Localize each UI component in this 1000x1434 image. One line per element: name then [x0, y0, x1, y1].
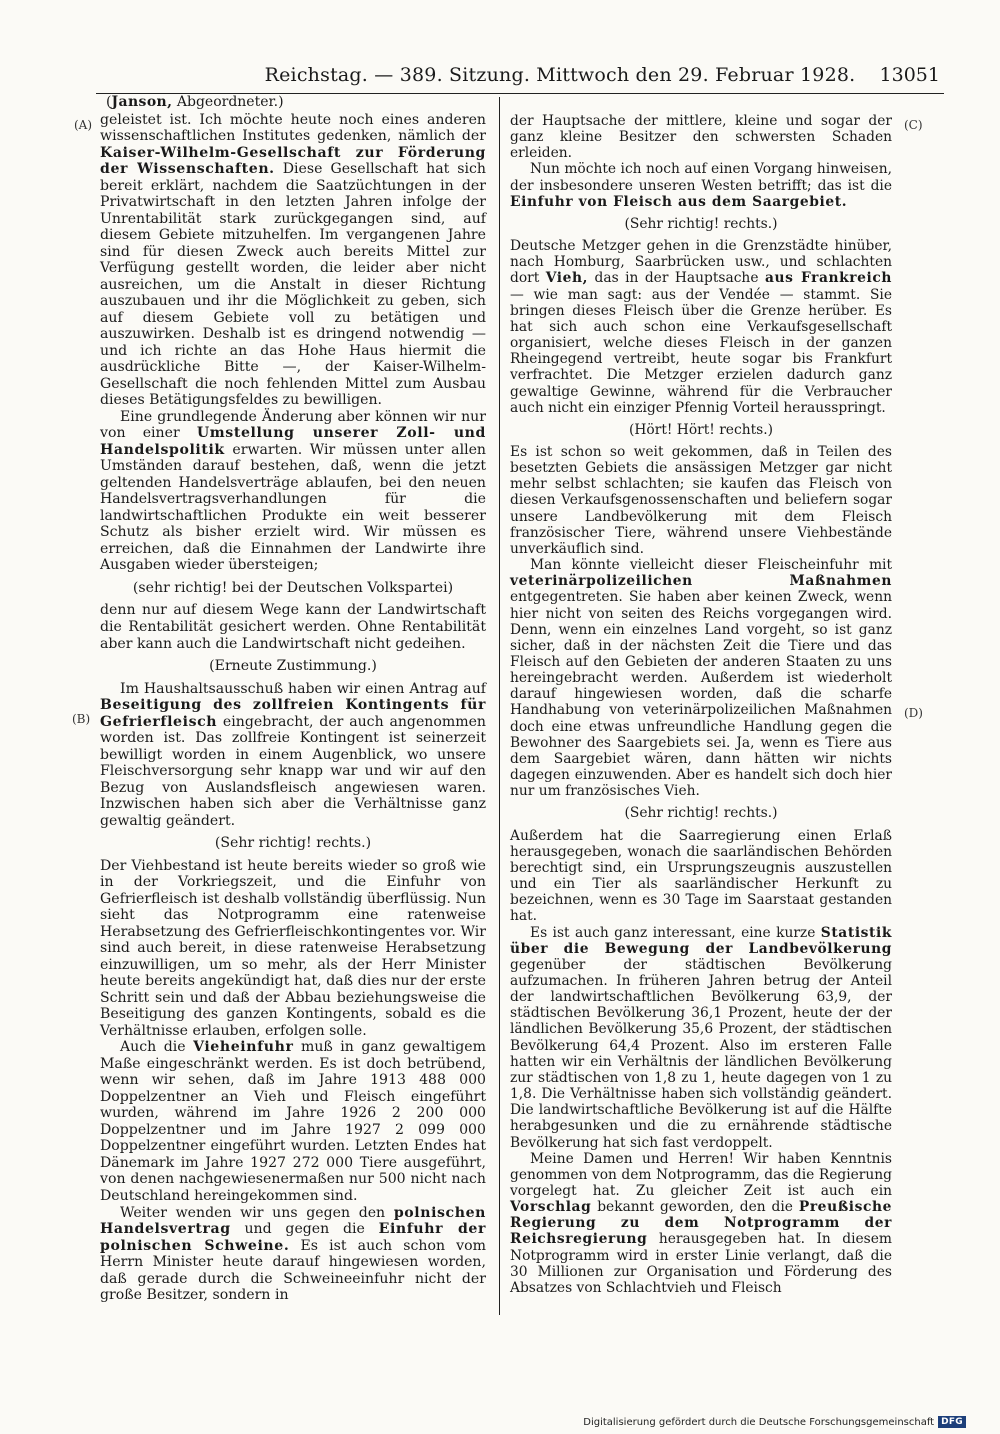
margin-marker-a: (A) [74, 118, 93, 132]
footer-credit [583, 1416, 966, 1428]
paragraph: Außerdem hat die Saarregierung einen Erlaß herausgegeben, wonach die saarländischen Behörden berechtigt sind, ein Ursprungszeugnis auszustellen und ein Tier als saarländischer Herkunft zu bezeichnen, wenn es 30 Tage im Saarstaat gestanden hat. [510, 827, 892, 925]
paragraph: Im Haushaltsausschuß haben wir einen Antrag auf Beseitigung des zollfreien Kontingents für Gefrierfleisch eingebracht, der auch angenommen worden ist. Das zollfreie Kontingent ist seinerzeit bewilligt worden in einem Augenblick, wo unsere Fleischversorgung sehr knapp war und wir auf den Bezug von Auslandsfleisch angewiesen waren. Inzwischen haben sich aber die Verhältnisse ganz gewaltig geändert. [100, 680, 486, 829]
margin-marker-c: (C) [904, 118, 923, 132]
paragraph: Eine grundlegende Änderung aber können wir nur von einer Umstellung unserer Zoll- und Handelspolitik erwarten. Wir müssen unter allen Umständen darauf bestehen, daß, wenn die jetzt geltenden Handelsverträge ablaufen, bei den neuen Handelsvertragsverhandlungen für die landwirtschaftlichen Produkte ein weit besserer Schutz als bisher erzielt wird. Wir müssen es erreichen, daß die Einnahmen der Landwirte ihre Ausgaben wieder übersteigen; [100, 408, 486, 574]
header-title: Reichstag. — 389. Sitzung. Mittwoch den 29. Februar 1928. [264, 64, 856, 86]
speaker-role: Abgeordneter.) [176, 94, 284, 110]
interjection: (sehr richtig! bei der Deutschen Volkspartei) [132, 579, 454, 596]
left-column [100, 94, 486, 1304]
interjection: (Sehr richtig! rechts.) [624, 805, 778, 822]
page-number: 13051 [879, 64, 940, 86]
paragraph: Deutsche Metzger gehen in die Grenzstädte hinüber, nach Homburg, Saarbrücken usw., und schlachten dort Vieh, das in der Hauptsache aus Frankreich — wie man sagt: aus der Vendée — stammt. Sie bringen dieses Fleisch über die Grenze herüber. Es hat sich auch schon eine Verkaufsgesellschaft organisiert, welche dieses Fleisch in der ganzen Rheingegend vertreibt, heute sogar bis Frankfurt verfrachtet. Die Metzger erzielen dadurch ganz gewaltige Gewinne, während für die Verbraucher auch nicht ein einziger Pfennig Vorteil herausspringt. [510, 238, 893, 416]
footer-text: Digitalisierung gefördert durch die Deutsche Forschungsgemeinschaft [583, 1416, 935, 1428]
paragraph: Weiter wenden wir uns gegen den polnischen Handelsvertrag und gegen die Einfuhr der polnischen Schweine. Es ist auch schon vom Herrn Minister heute darauf hingewiesen worden, daß gerade durch die Schweineeinfuhr nicht der große Besitzer, sondern in [100, 1204, 486, 1304]
margin-marker-d: (D) [904, 706, 923, 720]
running-header [100, 64, 940, 92]
right-column [510, 94, 892, 1296]
paragraph: denn nur auf diesem Wege kann der Landwirtschaft die Rentabilität gesichert werden. Ohne Rentabilität aber kann auch die Landwirtschaft nicht gedeihen. [100, 602, 486, 652]
margin-marker-b: (B) [72, 712, 91, 726]
paragraph: Man könnte vielleicht dieser Fleischeinfuhr mit veterinärpolizeilichen Maßnahmen entgegentreten. Sie haben aber keinen Zweck, wenn hier nicht von seiten des Reichs vorgegangen wird. Denn, wenn ein einzelnes Land vorgeht, so ist ganz sicher, daß in der nächsten Zeit die Tiere und das Fleisch auf den Gebieten der anderen Staaten zu uns hereingebracht werden. Außerdem ist wiederholt darauf hingewiesen worden, daß die scharfe Handhabung von veterinärpolizeilichen Maßnahmen doch eine etwas unfreundliche Handlung gegen die Bewohner des Saargebiets sei. Ja, wenn es Tiere aus dem Saargebiet wären, dann hätten wir nichts dagegen einzuwenden. Aber es handelt sich doch hier nur um französisches Vieh. [510, 557, 892, 800]
interjection: (Erneute Zustimmung.) [209, 658, 377, 675]
paragraph: geleistet ist. Ich möchte heute noch eines anderen wissenschaftlichen Institutes gedenken, nämlich der Kaiser-Wilhelm-Gesellschaft zur Förderung der Wissenschaften. Diese Gesellschaft hat sich bereit erklärt, nachdem die Saatzüchtungen in der Privatwirtschaft in den letzten Jahren infolge der Unrentabilität stark zurückgegangen sind, auf diesem Gebiete mitzuhelfen. Im vergangenen Jahre sind für diesen Zweck auch bereits Mittel zur Verfügung gestellt worden, die leider aber nicht ausreichen, um die Anstalt in dieser Richtung auszubauen und ihr die Möglichkeit zu geben, sich auf diesem Gebiete voll zu betätigen und auszuwirken. Deshalb ist es dringend notwendig — und ich richte an das Hohe Haus hiermit die ausdrückliche Bitte —, der Kaiser-Wilhelm-Gesellschaft die noch fehlenden Mittel zum Ausbau dieses Betätigungsfeldes zu bewilligen. [100, 111, 486, 409]
paragraph: Es ist schon so weit gekommen, daß in Teilen des besetzten Gebiets die ansässigen Metzger gar nicht mehr selbst schlachten; sie kaufen das Fleisch von diesen Verkaufsgenossenschaften und beliefern sogar unsere Landbevölkerung mit dem Fleisch französischer Tiere, während unsere Viehbestände unverkäuflich sind. [510, 443, 892, 557]
paragraph: Auch die Vieheinfuhr muß in ganz gewaltigem Maße eingeschränkt werden. Es ist doch betrübend, wenn wir sehen, daß im Jahre 1913 488 000 Doppelzentner an Vieh und Fleisch eingeführt wurden, während im Jahre 1926 2 200 000 Doppelzentner und im Jahre 1927 2 099 000 Doppelzentner eingeführt wurden. Letzten Endes hat Dänemark im Jahre 1927 272 000 Tiere ausgeführt, von denen nachgewiesenermaßen nur 500 nicht nach Deutschland hereingekommen sind. [100, 1039, 486, 1204]
interjection: (Sehr richtig! rechts.) [624, 215, 778, 232]
column-divider [499, 97, 500, 1315]
interjection: (Hört! Hört! rechts.) [629, 421, 773, 438]
dfg-logo: DFG [938, 1416, 966, 1428]
paragraph: Es ist auch ganz interessant, eine kurze Statistik über die Bewegung der Landbevölkerung gegenüber der städtischen Bevölkerung aufzumachen. In früheren Jahren betrug der Anteil der landwirtschaftlichen Bevölkerung 63,9, der städtischen Bevölkerung 36,1 Prozent, heute der der ländlichen Bevölkerung 35,6 Prozent, der städtischen Bevölkerung 64,4 Prozent. Also im ersteren Falle hatten wir ein Verhältnis der ländlichen Bevölkerung zur städtischen von 1,8 zu 1, heute dagegen von 1 zu 1,8. Die Verhältnisse haben sich vollständig geändert. Die landwirtschaftliche Bevölkerung ist auf die Hälfte herabgesunken und die zu ernährende städtische Bevölkerung hat sich fast verdoppelt. [510, 924, 892, 1151]
interjection: (Sehr richtig! rechts.) [214, 835, 372, 852]
speaker-name: Janson, [111, 94, 173, 110]
paragraph: Meine Damen und Herren! Wir haben Kenntnis genommen von dem Notprogramm, das die Regierung vorgelegt hat. Zu gleicher Zeit ist auch ein Vorschlag bekannt geworden, den die Preußische Regierung zu dem Notprogramm der Reichsregierung herausgegeben hat. In diesem Notprogramm wird in erster Linie verlangt, daß die 30 Millionen zur Organisation und Förderung des Absatzes von Schlachtvieh und Fleisch [510, 1150, 892, 1296]
speaker-line: (Janson, Abgeordneter.) [106, 94, 284, 110]
paragraph: Der Viehbestand ist heute bereits wieder so groß wie in der Vorkriegszeit, und die Einfuhr von Gefrierfleisch ist deshalb vollständig überflüssig. Nun sieht das Notprogramm eine ratenweise Herabsetzung des Gefrierfleischkontingentes vor. Wir sind auch bereit, in diese ratenweise Herabsetzung einzuwilligen, um so mehr, als der Herr Minister heute bereits angekündigt hat, daß dies nur der erste Schritt sein und daß der Abbau beziehungsweise die Beseitigung des ganzen Kontingents, sobald es die Verhältnisse erlauben, erfolgen solle. [100, 857, 487, 1039]
paragraph: der Hauptsache der mittlere, kleine und sogar der ganz kleine Besitzer den schwersten Schaden erleiden. [510, 113, 892, 162]
paragraph: Nun möchte ich noch auf einen Vorgang hinweisen, der insbesondere unseren Westen betrifft; das ist die Einfuhr von Fleisch aus dem Saargebiet. [510, 161, 892, 210]
